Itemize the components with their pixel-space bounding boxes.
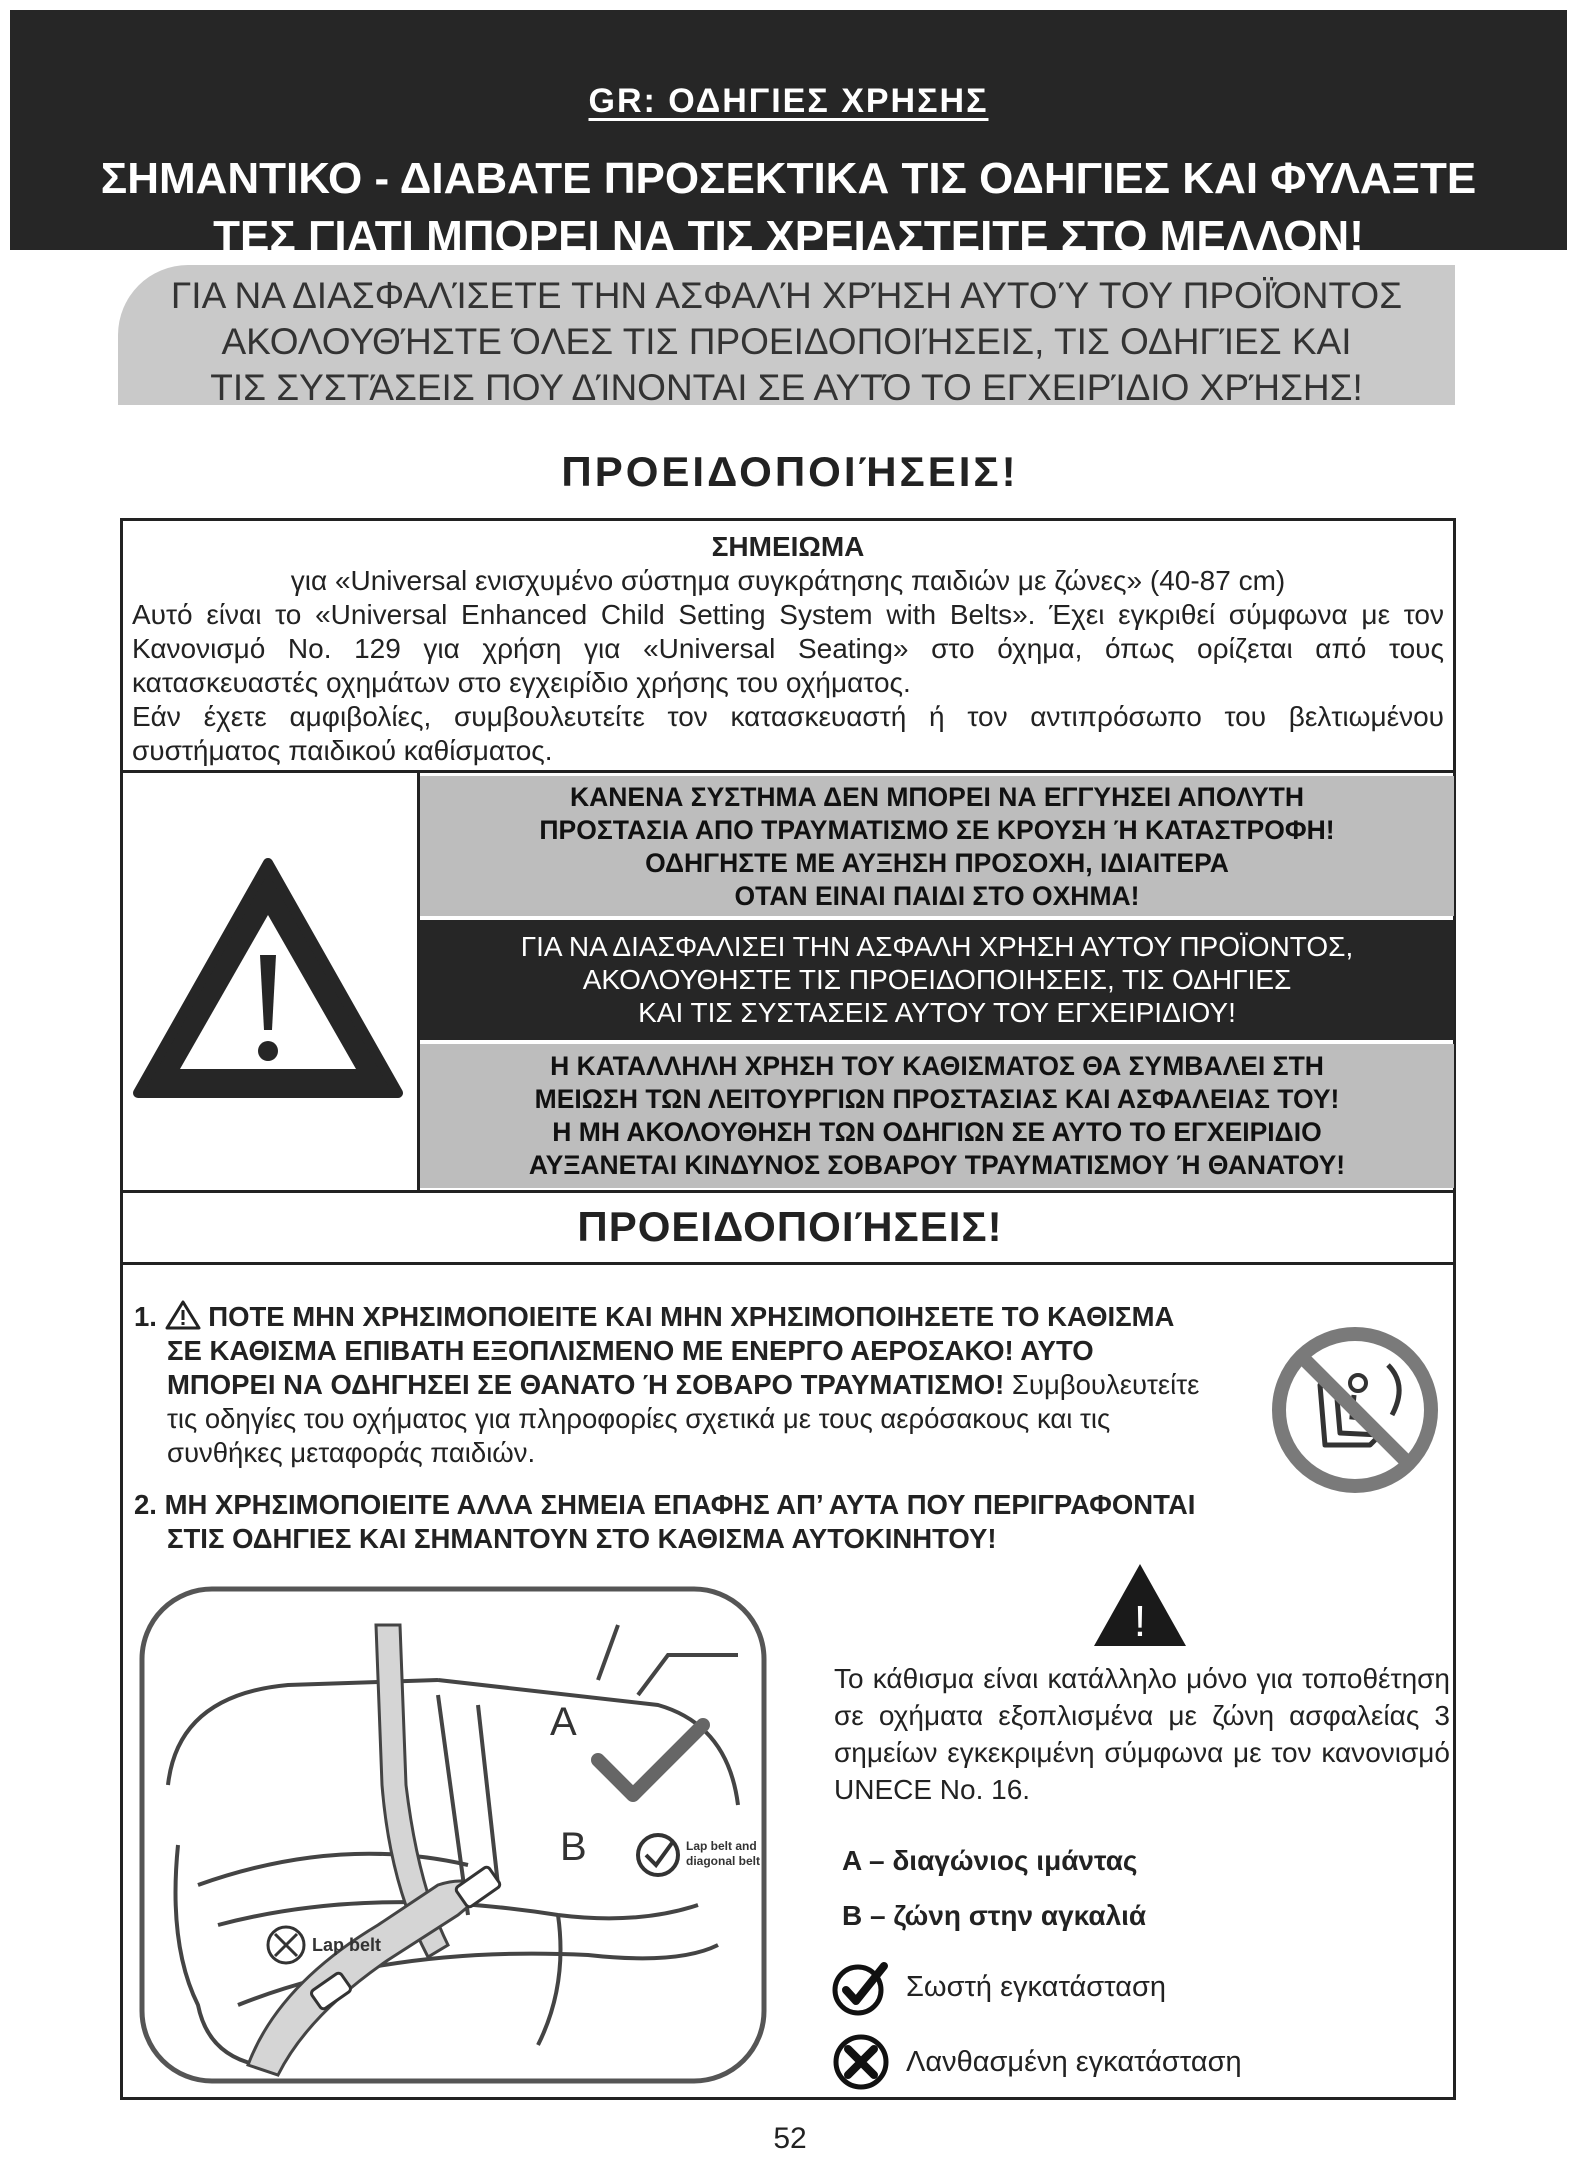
note-section: [132, 530, 1444, 768]
important-line-2: ΤΕΣ ΓΙΑΤΙ ΜΠΟΡΕΙ ΝΑ ΤΙΣ ΧΡΕΙΑΣΤΕΙΤΕ ΣΤΟ ΜΕΛΛΟΝ!: [213, 212, 1364, 261]
cross-icon: [832, 2033, 890, 2091]
warnings-heading: ΠΡΟΕΙΔΟΠΟΙΉΣΕΙΣ!: [561, 448, 1019, 495]
page-number: 52: [773, 2122, 807, 2155]
legend-b: B – ζώνη στην αγκαλιά: [842, 1900, 1147, 1931]
item-1-line-4: τις οδηγίες του οχήματος για πληροφορίες σχετικά με τους αερόσακους και τις: [167, 1403, 1111, 1434]
divider: [120, 1262, 1456, 1265]
legend-a: A – διαγώνιος ιμάντας: [842, 1845, 1138, 1876]
legend-wrong: [832, 2033, 1242, 2091]
checkmark-icon: [832, 1958, 890, 2016]
warnings-heading-2: ΠΡΟΕΙΔΟΠΟΙΉΣΕΙΣ!: [577, 1203, 1003, 1250]
warning-item-1: [134, 1300, 1199, 1470]
warning-line: Η ΜΗ ΑΚΟΛΟΥΘΗΣΗ ΤΩΝ ΟΔΗΓΙΩΝ ΣΕ ΑΥΤΟ ΤΟ ΕΓΧΕΙΡΙΔΙΟ: [552, 1117, 1322, 1147]
legend-correct-label: Σωστή εγκατάσταση: [906, 1970, 1166, 2003]
seat-suitability-text: Το κάθισμα είναι κατάλληλο μόνο για τοποθέτηση σε οχήματα εξοπλισμένα με ζώνη ασφαλείας 3 σημείων εγκεκριμένη σύμφωνα με τον κανονισμό UNECE No. 16.: [834, 1663, 1450, 1805]
warning-gray-block-1: [420, 776, 1454, 916]
warning-line: ΑΚΟΛΟΥΘΗΣΤΕ ΤΙΣ ΠΡΟΕΙΔΟΠΟΙΗΣΕΙΣ, ΤΙΣ ΟΔΗΓΙΕΣ: [582, 964, 1292, 995]
banner-line-2: ΑΚΟΛΟΥΘΉΣΤΕ ΌΛΕΣ ΤΙΣ ΠΡΟΕΙΔΟΠΟΙΉΣΕΙΣ, ΤΙΣ ΟΔΗΓΊΕΣ ΚΑΙ: [221, 321, 1352, 362]
lap-diagonal-label-2: diagonal belt: [686, 1854, 761, 1868]
warning-line: ΜΕΙΩΣΗ ΤΩΝ ΛΕΙΤΟΥΡΓΙΩΝ ΠΡΟΣΤΑΣΙΑΣ ΚΑΙ ΑΣΦΑΛΕΙΑΣ ΤΟΥ!: [534, 1084, 1340, 1114]
no-airbag-icon: [1270, 1325, 1440, 1495]
item-1-line-1: ΠΟΤΕ ΜΗΝ ΧΡΗΣΙΜΟΠΟΙΕΙΤΕ ΚΑΙ ΜΗΝ ΧΡΗΣΙΜΟΠΟΙΗΣΕΤΕ ΤΟ ΚΑΘΙΣΜΑ: [208, 1301, 1175, 1332]
important-line-1: ΣΗΜΑΝΤΙΚΟ - ΔΙΑΒΑΤΕ ΠΡΟΣΕΚΤΙΚΑ ΤΙΣ ΟΔΗΓΙΕΣ ΚΑΙ ΦΥΛΑΞΤΕ: [100, 154, 1477, 203]
warning-line: Η ΚΑΤΑΛΛΗΛΗ ΧΡΗΣΗ ΤΟΥ ΚΑΘΙΣΜΑΤΟΣ ΘΑ ΣΥΜΒΑΛΕΙ ΣΤΗ: [550, 1051, 1324, 1081]
warning-gray-block-2: [420, 1044, 1454, 1188]
lap-diagonal-label-1: Lap belt and: [686, 1839, 757, 1853]
warning-line: ΓΙΑ ΝΑ ΔΙΑΣΦΑΛΙΣΕΙ ΤΗΝ ΑΣΦΑΛΗ ΧΡΗΣΗ ΑΥΤΟΥ ΠΡΟΪΟΝΤΟΣ,: [520, 931, 1354, 962]
divider: [120, 770, 1456, 773]
item-2-line-1: 2. ΜΗ ΧΡΗΣΙΜΟΠΟΙΕΙΤΕ ΑΛΛΑ ΣΗΜΕΙΑ ΕΠΑΦΗΣ ΑΠ’ ΑΥΤΑ ΠΟΥ ΠΕΡΙΓΡΑΦΟΝΤΑΙ: [134, 1489, 1196, 1520]
warning-line: ΟΤΑΝ ΕΙΝΑΙ ΠΑΙΔΙ ΣΤΟ ΟΧΗΜΑ!: [734, 881, 1140, 911]
banner-line-3: ΤΙΣ ΣΥΣΤΆΣΕΙΣ ΠΟΥ ΔΊΝΟΝΤΑΙ ΣΕ ΑΥΤΌ ΤΟ ΕΓΧΕΙΡΊΔΙΟ ΧΡΉΣΗΣ!: [210, 367, 1363, 408]
warning-item-2: [134, 1488, 1195, 1556]
item-1-line-3-rest: Συμβουλευτείτε: [1004, 1369, 1200, 1400]
item-number: 1.: [134, 1301, 157, 1332]
note-paragraph-2: Εάν έχετε αμφιβολίες, συμβουλευτείτε τον κατασκευαστή ή τον αντιπρόσωπο του βελτιωμένου συστήματος παιδικού καθίσματος.: [132, 701, 1444, 766]
safety-banner: [118, 265, 1455, 408]
warning-line: ΚΑΝΕΝΑ ΣΥΣΤΗΜΑ ΔΕΝ ΜΠΟΡΕΙ ΝΑ ΕΓΓΥΗΣΕΙ ΑΠΟΛΥΤΗ: [570, 782, 1304, 812]
item-1-line-5: συνθήκες μεταφοράς παιδιών.: [167, 1437, 536, 1468]
warning-line: ΑΥΞΑΝΕΤΑΙ ΚΙΝΔΥΝΟΣ ΣΟΒΑΡΟΥ ΤΡΑΥΜΑΤΙΣΜΟΥ Ή ΘΑΝΑΤΟΥ!: [528, 1150, 1346, 1180]
note-paragraph-1: Αυτό είναι το «Universal Enhanced Child Setting System with Belts». Έχει εγκριθεί σύμφωνα με τον Κανονισμό No. 129 για χρήση για «Universal Seating» στο όχημα, όπως ορίζεται από τους κατασκευαστές οχημάτων στο εγχειρίδιο χρήσης του οχήματος.: [132, 599, 1444, 698]
legend-correct: [832, 1958, 1166, 2016]
item-1-line-2: ΣΕ ΚΑΘΙΣΜΑ ΕΠΙΒΑΤΗ ΕΞΟΠΛΙΣΜΕΝΟ ΜΕ ΕΝΕΡΓΟ ΑΕΡΟΣΑΚΟ! ΑΥΤΟ: [167, 1335, 1094, 1366]
item-2-line-2: ΣΤΙΣ ΟΔΗΓΙΕΣ ΚΑΙ ΣΗΜΑΝΤΟΥΝ ΣΤΟ ΚΑΘΙΣΜΑ ΑΥΤΟΚΙΝΗΤΟΥ!: [167, 1523, 997, 1554]
lap-belt-label: Lap belt: [312, 1935, 382, 1955]
legend-wrong-label: Λανθασμένη εγκατάσταση: [906, 2045, 1242, 2078]
belt-label-a: A: [550, 1700, 577, 1744]
note-line-1: για «Universal ενισχυμένο σύστημα συγκράτησης παιδιών με ζώνες» (40-87 cm): [290, 565, 1286, 596]
car-seat-belt-illustration: [138, 1585, 768, 2085]
belt-label-b: B: [560, 1825, 587, 1869]
caution-triangle-icon: [1090, 1560, 1190, 1650]
warning-triangle-icon: [130, 855, 406, 1105]
warning-small-icon: [165, 1300, 201, 1330]
important-notice: [10, 150, 1567, 266]
warning-line: ΚΑΙ ΤΙΣ ΣΥΣΤΑΣΕΙΣ ΑΥΤΟΥ ΤΟΥ ΕΓΧΕΙΡΙΔΙΟΥ!: [638, 997, 1236, 1028]
divider: [120, 1190, 1456, 1193]
warning-line: ΠΡΟΣΤΑΣΙΑ ΑΠΟ ΤΡΑΥΜΑΤΙΣΜΟ ΣΕ ΚΡΟΥΣΗ Ή ΚΑΤΑΣΤΡΟΦΗ!: [539, 815, 1335, 845]
caution-mark: !: [1133, 1597, 1147, 1646]
item-1-line-3: ΜΠΟΡΕΙ ΝΑ ΟΔΗΓΗΣΕΙ ΣΕ ΘΑΝΑΤΟ Ή ΣΟΒΑΡΟ ΤΡΑΥΜΑΤΙΣΜΟ!: [167, 1369, 1005, 1400]
header-bar: [10, 10, 1567, 261]
warning-dark-block: [420, 920, 1454, 1040]
language-title: GR: ΟΔΗΓΙΕΣ ΧΡΗΣΗΣ: [588, 82, 989, 120]
note-title: ΣΗΜΕΙΩΜΑ: [711, 531, 865, 562]
warning-line: ΟΔΗΓΗΣΤΕ ΜΕ ΑΥΞΗΣΗ ΠΡΟΣΟΧΗ, ΙΔΙΑΙΤΕΡΑ: [645, 848, 1229, 878]
banner-line-1: ΓΙΑ ΝΑ ΔΙΑΣΦΑΛΊΣΕΤΕ ΤΗΝ ΑΣΦΑΛΉ ΧΡΉΣΗ ΑΥΤΟΎ ΤΟΥ ΠΡΟΪΌΝΤΟΣ: [170, 275, 1403, 316]
